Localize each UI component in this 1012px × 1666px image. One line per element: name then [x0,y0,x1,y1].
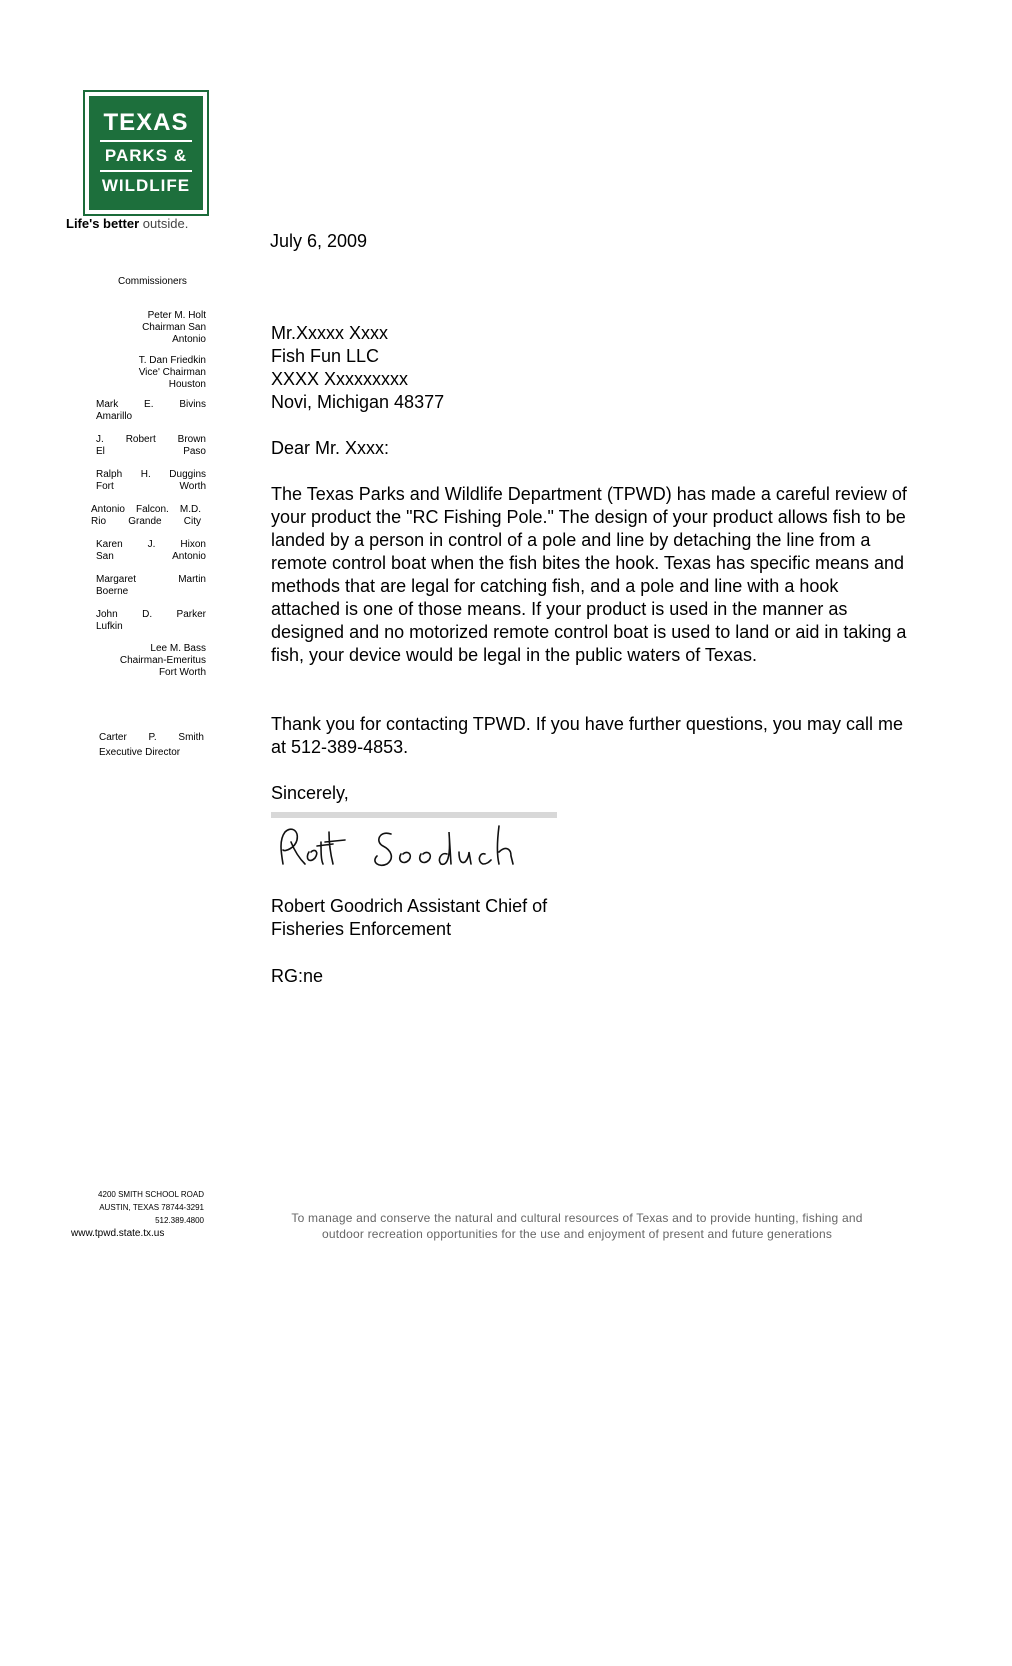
logo-line-parks: PARKS & [104,146,188,165]
body-paragraph-1: The Texas Parks and Wildlife Department (TPWD) has made a careful review of your product the "RC Fishing Pole." The design of your product allows fish to be landed by a person in control of a pole and line by detaching the line from a remote control boat when the fish bites the hook. Texas has specific means and methods that are legal for catching fish, and a pole and line with a hook attached is one of those means. If your product is used in the manner as designed and no motorized remote control boat is used to land or aid in taking a fish, your device would be legal in the public waters of Texas. [271,484,907,665]
executive-title: Executive Director [99,747,181,758]
commissioner-detail: San Antonio [96,551,206,562]
commissioner-detail: Antonio [172,334,206,345]
commissioner-detail: Rio Grande City [91,516,201,527]
tpwd-logo [83,90,209,216]
commissioner-detail: Boerne [96,586,129,597]
mailing-address [98,1188,204,1227]
commissioner-detail: Amarillo [96,411,133,422]
commissioner-entry [96,399,206,423]
mission-statement [262,1210,892,1242]
executive-name: Carter P. Smith [99,732,204,743]
signer-name-title: Robert Goodrich Assistant Chief of [271,896,548,916]
commissioner-name: Margaret Martin [96,574,206,585]
mission-line-1: To manage and conserve the natural and cultural resources of Texas and to provide hunting, fishing and [291,1211,863,1225]
commissioner-entry [96,539,206,563]
commissioner-name: T. Dan Friedkin [138,355,206,366]
commissioner-detail: Lufkin [96,621,123,632]
commissioner-detail: Vice' Chairman [138,367,206,378]
commissioner-entry [96,434,206,458]
recipient-city: Novi, Michigan 48377 [271,392,445,412]
commissioner-name: John D. Parker [96,609,206,620]
commissioner-name: Peter M. Holt [147,310,206,321]
signer-division: Fisheries Enforcement [271,919,452,939]
commissioner-detail: Fort Worth [158,667,206,678]
commissioner-detail: Fort Worth [96,481,206,492]
commissioner-name: Karen J. Hixon [96,539,206,550]
tagline-bold: Life's better [66,216,140,231]
commissioner-entry [96,355,206,391]
commissioner-detail: Houston [168,379,206,390]
recipient-block [271,322,911,414]
commissioner-name: Lee M. Bass [150,643,206,654]
logo-badge [89,96,203,210]
commissioner-entry [96,469,206,493]
website-link[interactable]: www.tpwd.state.tx.us [71,1228,165,1239]
signature-scan-band [271,812,557,818]
signer-block [271,895,911,941]
salutation: Dear Mr. Xxxx: [271,438,390,458]
body-paragraph-2: Thank you for contacting TPWD. If you have further questions, you may call me at 512-389-4853. [271,714,903,757]
recipient-street: XXXX Xxxxxxxxx [271,369,409,389]
signature-image [271,812,557,876]
commissioner-entry [91,504,201,528]
commissioner-detail: Chairman San [142,322,206,333]
address-street: 4200 SMITH SCHOOL ROAD [98,1190,204,1199]
signature-stroke-last [375,826,513,865]
recipient-company: Fish Fun LLC [271,346,380,366]
commissioner-detail: El Paso [96,446,206,457]
commissioner-name: Antonio Falcon. M.D. [91,504,201,515]
tagline [66,216,188,231]
commissioner-entry [96,609,206,633]
logo-rule-bottom [100,170,191,172]
tagline-light: outside. [142,216,189,231]
logo-rule-top [100,140,191,142]
commissioners-heading: Commissioners [118,276,187,287]
commissioner-name: J. Robert Brown [96,434,206,445]
commissioner-detail: Chairman-Emeritus [119,655,206,666]
commissioner-entry [96,574,206,598]
logo-line-texas: TEXAS [103,109,189,136]
commissioner-name: Mark E. Bivins [96,399,206,410]
mission-line-2: outdoor recreation opportunities for the use and enjoyment of present and future generations [321,1227,833,1241]
commissioner-entry [96,643,206,679]
recipient-name: Mr.Xxxxx Xxxx [271,323,389,343]
commissioner-name: Ralph H. Duggins [96,469,206,480]
logo-line-wildlife: WILDLIFE [101,176,191,195]
commissioner-entry [96,310,206,346]
executive-director [99,730,204,760]
address-city: AUSTIN, TEXAS 78744-3291 [99,1203,204,1212]
reference-initials: RG:ne [271,966,324,986]
letter-date: July 6, 2009 [270,231,368,251]
address-phone: 512.389.4800 [155,1216,204,1225]
closing: Sincerely, [271,783,349,803]
signature-stroke-first [281,829,345,864]
